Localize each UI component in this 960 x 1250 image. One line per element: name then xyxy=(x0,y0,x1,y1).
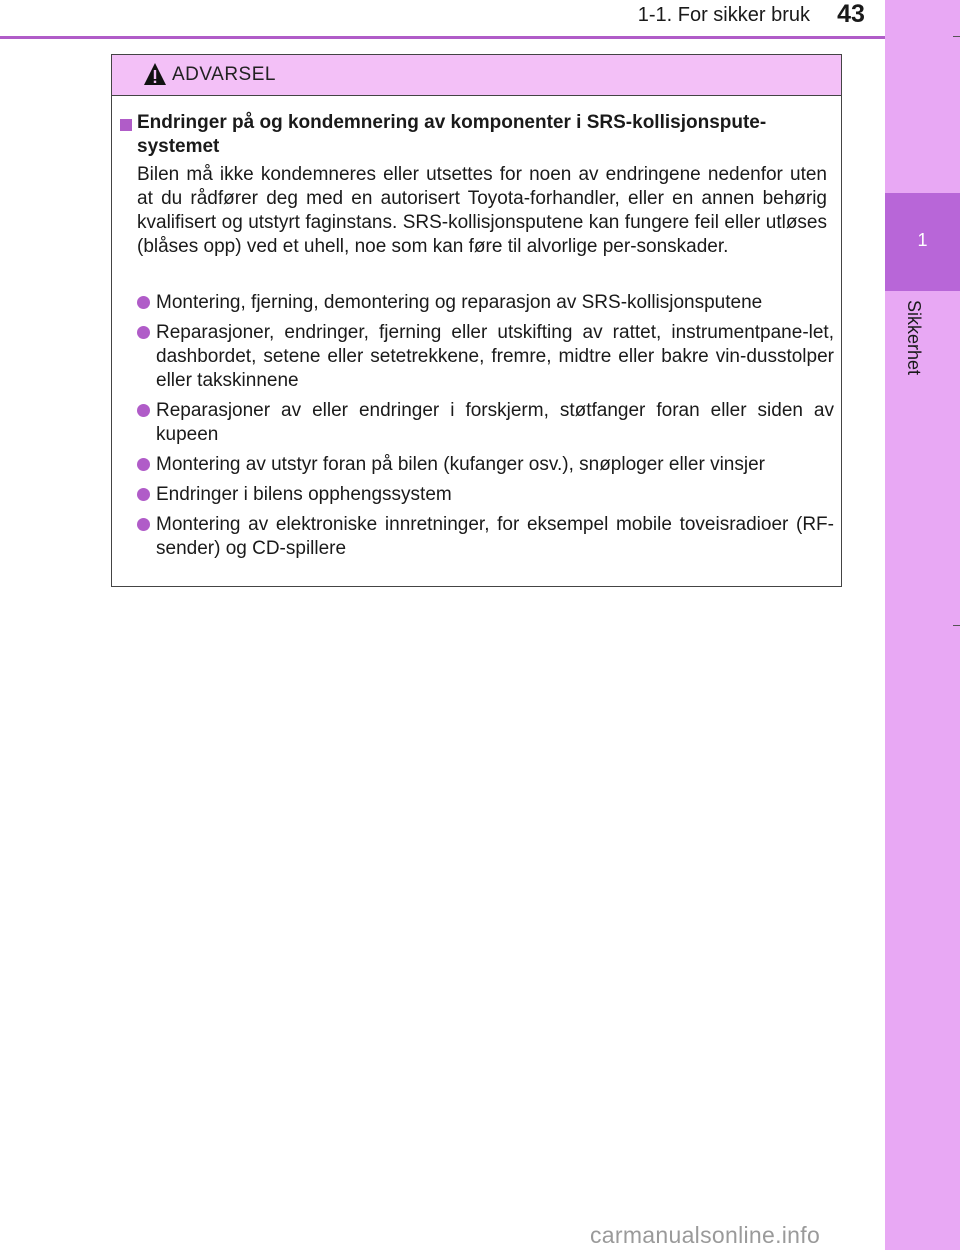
warning-paragraph: Bilen må ikke kondemneres eller utsettes for noen av endringene nedenfor uten at du rådfører deg med en autorisert Toyota-forhandler, eller en annen behørig kvalifisert og utstyrt faginstans. SRS-kollisjonsputene kan fungere feil eller utløses (blåses opp) ved et uhell, noe som kan føre til alvorlige per-sonskader. xyxy=(137,164,827,257)
bullet-dot-icon xyxy=(137,404,150,417)
header-rule xyxy=(0,36,885,39)
list-item-text: Montering av elektroniske innretninger, for eksempel mobile toveisradioer (RF-sender) og CD-spillere xyxy=(156,514,834,559)
list-item xyxy=(137,321,834,393)
bullet-dot-icon xyxy=(137,518,150,531)
warning-box xyxy=(111,54,842,587)
warning-title: ADVARSEL xyxy=(172,64,276,85)
list-item-text: Montering, fjerning, demontering og reparasjon av SRS-kollisjonsputene xyxy=(156,292,763,313)
warning-header xyxy=(112,55,841,96)
bullet-dot-icon xyxy=(137,326,150,339)
bullet-dot-icon xyxy=(137,458,150,471)
square-bullet-icon xyxy=(120,119,132,131)
list-item-text: Reparasjoner av eller endringer i forskjerm, støtfanger foran eller siden av kupeen xyxy=(156,400,834,445)
section-title: 1-1. For sikker bruk xyxy=(637,4,810,26)
crop-mark xyxy=(953,625,960,626)
list-item xyxy=(137,291,834,315)
watermark: carmanualsonline.info xyxy=(590,1222,821,1248)
crop-mark xyxy=(953,36,960,37)
list-item xyxy=(137,483,834,507)
page-number: 43 xyxy=(837,0,865,28)
side-tab xyxy=(885,0,960,1250)
list-item-text: Montering av utstyr foran på bilen (kufanger osv.), snøploger eller vinsjer xyxy=(156,454,765,475)
chapter-label: Sikkerhet xyxy=(904,300,924,376)
bullet-dot-icon xyxy=(137,488,150,501)
list-item-text: Reparasjoner, endringer, fjerning eller utskifting av rattet, instrumentpane-let, dashbordet, setene eller setetrekkene, fremre, midtre eller bakre vin-dusstolper eller takskinnene xyxy=(156,322,834,391)
list-item xyxy=(137,399,834,447)
chapter-number: 1 xyxy=(917,230,928,250)
bullet-dot-icon xyxy=(137,296,150,309)
list-item-text: Endringer i bilens opphengssystem xyxy=(156,484,452,505)
warning-triangle-icon xyxy=(143,62,167,86)
list-item xyxy=(137,453,834,477)
list-item xyxy=(137,513,834,561)
warning-subheading: Endringer på og kondemnering av komponenter i SRS-kollisjonspute-systemet xyxy=(137,112,767,157)
warning-bullet-list xyxy=(137,291,834,567)
